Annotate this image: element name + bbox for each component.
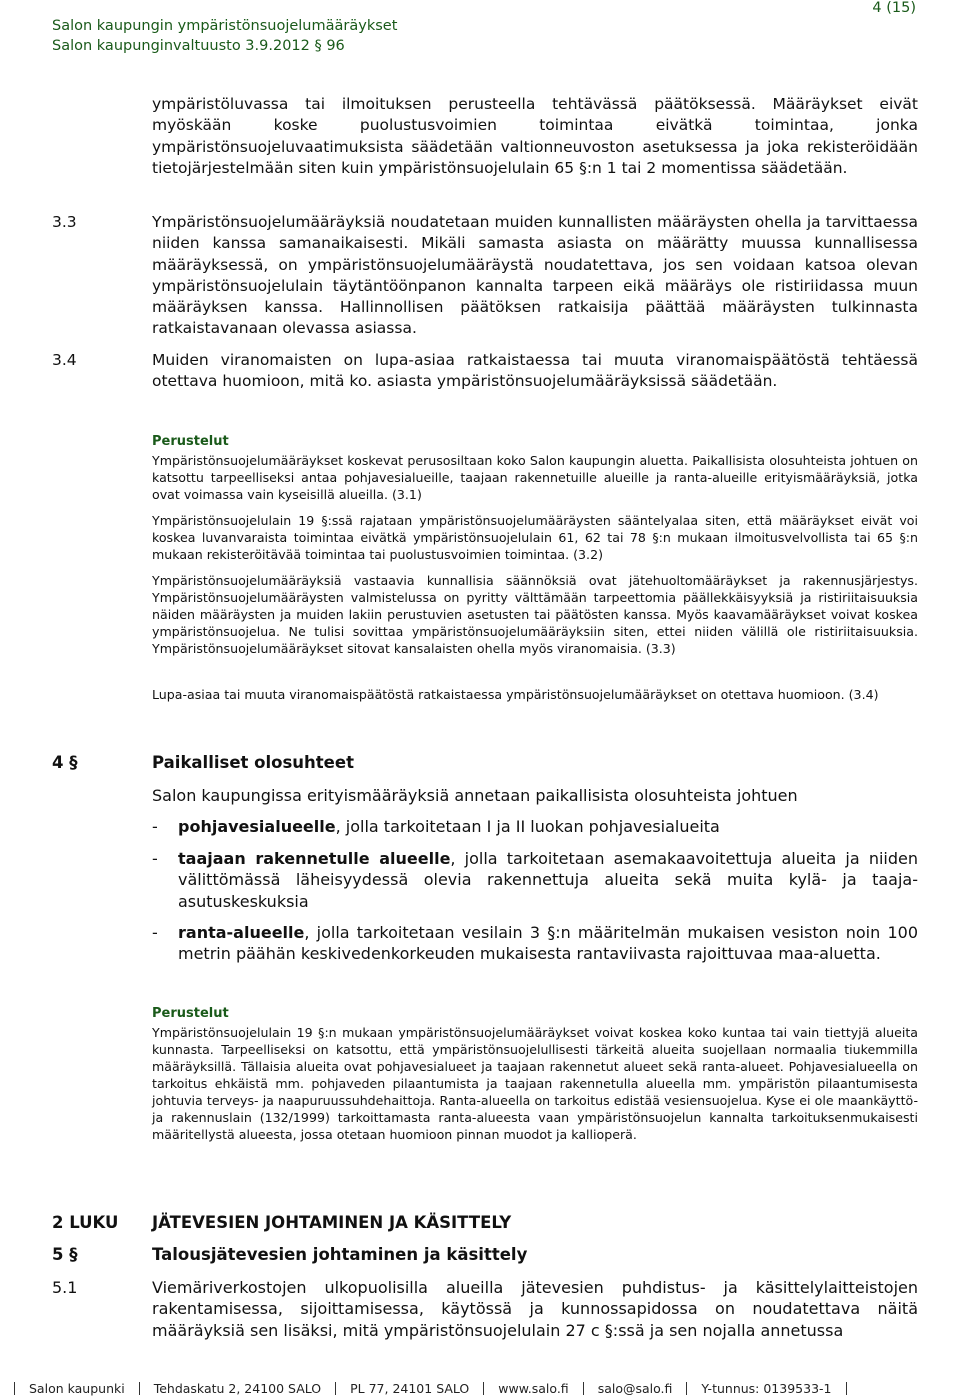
footer-business-id: Y-tunnus: 0139533-1 xyxy=(701,1380,832,1396)
list-item-description: , jolla tarkoitetaan asemakaavoitettuja alueita ja niiden välittömässä läheisyydessä olevia rakennettuja alueita sekä muita kylä- ja taaja-asutuskeskuksia xyxy=(178,849,918,911)
footer-separator xyxy=(846,1382,847,1395)
list-item-term: pohjavesialueelle xyxy=(178,817,336,836)
chapter-title: JÄTEVESIEN JOHTAMINEN JA KÄSITTELY xyxy=(152,1213,512,1232)
perustelut-paragraph: Ympäristönsuojelulain 19 §:n mukaan ympäristönsuojelumääräykset voivat koskea koko kuntaa tai vain tiettyjä alueita kunnasta. Tarpeelliseksi on katsottu, että ympäristönsuojelullisesti tärkeitä alueita suojellaan normaalia tiukemmilla määräyksillä. Tällaisia alueita ovat pohjavesialueet ja taajaan rakennetut alueet sekä ranta-alueet. Pohjavesialueella on tarkoitus ehkäistä mm. pohjaveden pilaantumista ja taajaan rakennetulla alueella mm. ympäristön pilaantumisesta johtuvia terveys- ja naapuruussuhdehaittoja. Ranta-alueella on tarkoitus edistää vesiensuojelua. Kyse ei ole maankäyttö- ja rakennuslain (132/1999) tarkoittamasta ranta-alueesta vaan ympäristönsuojelun kannalta tarkoituksenmukaisesti määritellystä alueesta, jossa otetaan huomioon pinnan muodot ja kallioperä. xyxy=(152,1025,918,1142)
section-number: 4 § xyxy=(52,753,78,772)
item-text-3-4: Muiden viranomaisten on lupa-asiaa ratkaistaessa tai muuta viranomaispäätöstä tehtäessä otettava huomioon, mitä ko. asiasta ympäristönsuojelumääräyksissä säädetään. xyxy=(152,351,918,391)
document-header-decision: Salon kaupunginvaltuusto 3.9.2012 § 96 xyxy=(52,38,345,54)
section-lead: Salon kaupungissa erityismääräyksiä annetaan paikallisista olosuhteista johtuen xyxy=(152,786,798,805)
list-dash: - xyxy=(152,817,158,836)
list-item xyxy=(178,848,918,912)
page-footer xyxy=(0,1377,960,1399)
footer-email[interactable]: salo@salo.fi xyxy=(597,1380,673,1396)
footer-separator xyxy=(139,1382,140,1395)
footer-separator xyxy=(483,1382,484,1395)
item-text-5-1: Viemäriverkostojen ulkopuolisilla alueilla jätevesien puhdistus- ja käsittelylaitteistojen rakentamisessa, sijoittamisessa, käytössä ja kunnossapidossa on noudatettava näitä määräyksiä sen lisäksi, mitä ympäristönsuojelulain 27 c §:ssä ja sen nojalla annetussa xyxy=(152,1278,918,1340)
perustelut-paragraph: Ympäristönsuojelumääräyksiä vastaavia kunnallisia säännöksiä ovat jätehuoltomääräykset ja rakennusjärjestys. Ympäristönsuojelumääräysten valmistelussa on pyritty välttämään tarpeettomia päällekkäisyyksiä ja ristiriitaisuuksia näiden määräysten ja muiden lakiin perustuvien asetusten tai päätösten kanssa. Myös kaavamääräykset voivat koskea ympäristönsuojelua. Ne tulisi sovittaa ympäristönsuojelumääräyksiin siten, ettei niiden välillä ole ristiriitaisuuksia. Ympäristönsuojelumääräykset sitovat kansalaisten ohella myös viranomaisia. (3.3) xyxy=(152,573,918,656)
list-item-description: , jolla tarkoitetaan I ja II luokan pohjavesialueita xyxy=(335,817,720,836)
list-item xyxy=(178,816,918,837)
footer-separator xyxy=(14,1382,15,1395)
item-number-5-1: 5.1 xyxy=(52,1278,78,1297)
footer-separator xyxy=(335,1382,336,1395)
perustelut-paragraph: Ympäristönsuojelumääräykset koskevat perusosiltaan koko Salon kaupungin aluetta. Paikallisista olosuhteista johtuen on katsottu tarpeelliseksi antaa pohjavesialueille, taajaan rakennetuille alueille ja ranta-alueille erityismääräyksiä, jotka ovat voimassa vain kyseisillä alueilla. (3.1) xyxy=(152,453,918,502)
footer-separator xyxy=(686,1382,687,1395)
item-number-3-4: 3.4 xyxy=(52,351,77,369)
perustelut-paragraph: Ympäristönsuojelulain 19 §:ssä rajataan ympäristönsuojelumääräysten sääntelyalaa siten, että määräykset eivät voi koskea luvanvaraista toimintaa eivätkä ympäristönsuojelulain 61, 62 tai 78 §:n mukaan ilmoitusvelvollista tai 65 §:n mukaan rekisteröitävää toimintaa tai puolustusvoimien toimintaa. (3.2) xyxy=(152,513,918,562)
page-number: 4 (15) xyxy=(872,0,916,16)
list-item-description: , jolla tarkoitetaan vesilain 3 §:n määritelmän mukaisen vesiston noin 100 metrin päähän keskivedenkorkeuden mukaisesta rantaviivasta rajoittuvaa maa-aluetta. xyxy=(178,923,918,964)
chapter-number: 2 LUKU xyxy=(52,1213,119,1232)
section-title: Talousjätevesien johtaminen ja käsittely xyxy=(152,1245,528,1264)
perustelut-heading: Perustelut xyxy=(152,1006,229,1021)
section-title: Paikalliset olosuhteet xyxy=(152,753,354,772)
list-item xyxy=(178,922,918,965)
footer-street-address: Tehdaskatu 2, 24100 SALO xyxy=(153,1380,322,1396)
footer-postal-address: PL 77, 24101 SALO xyxy=(350,1380,470,1396)
list-dash: - xyxy=(152,849,158,868)
intro-paragraph: ympäristöluvassa tai ilmoituksen perusteella tehtävässä päätöksessä. Määräykset eivät myöskään koske puolustusvoimien toimintaa eivätkä toimintaa, jonka ympäristönsuojeluvaatimuksista säädetään valtionneuvoston asetuksessa ja joka rekisteröidään tietojärjestelmään siten kuin ympäristönsuojelulain 65 §:n 1 tai 2 momentissa säädetään. xyxy=(152,95,918,177)
item-number-3-3: 3.3 xyxy=(52,213,77,231)
list-item-term: ranta-alueelle xyxy=(178,923,305,942)
perustelut-heading: Perustelut xyxy=(152,434,229,449)
list-dash: - xyxy=(152,923,158,942)
footer-org: Salon kaupunki xyxy=(29,1380,125,1396)
section-number: 5 § xyxy=(52,1245,78,1264)
footer-website[interactable]: www.salo.fi xyxy=(498,1380,569,1396)
list-item-term: taajaan rakennetulle alueelle xyxy=(178,849,451,868)
footer-separator xyxy=(583,1382,584,1395)
perustelut-paragraph: Lupa-asiaa tai muuta viranomaispäätöstä ratkaistaessa ympäristönsuojelumääräykset on otettava huomioon. (3.4) xyxy=(152,687,879,702)
document-header-title: Salon kaupungin ympäristönsuojelumääräykset xyxy=(52,18,398,34)
item-text-3-3: Ympäristönsuojelumääräyksiä noudatetaan muiden kunnallisten määräysten ohella ja tarvittaessa niiden kanssa samanaikaisesti. Mikäli samasta asiasta on määrätty muussa kunnallisessa määräyksessä, on ympäristönsuojelumääräystä noudatettava, jos sen voidaan katsoa olevan ympäristönsuojelulain täytäntöönpanon kannalta tarpeen eikä määräys ole ristiriidassa muun määräyksen kanssa. Hallinnollisen päätöksen ratkaisija päättää määräysten tulkinnasta ratkaistavanaan olevassa asiassa. xyxy=(152,213,918,338)
